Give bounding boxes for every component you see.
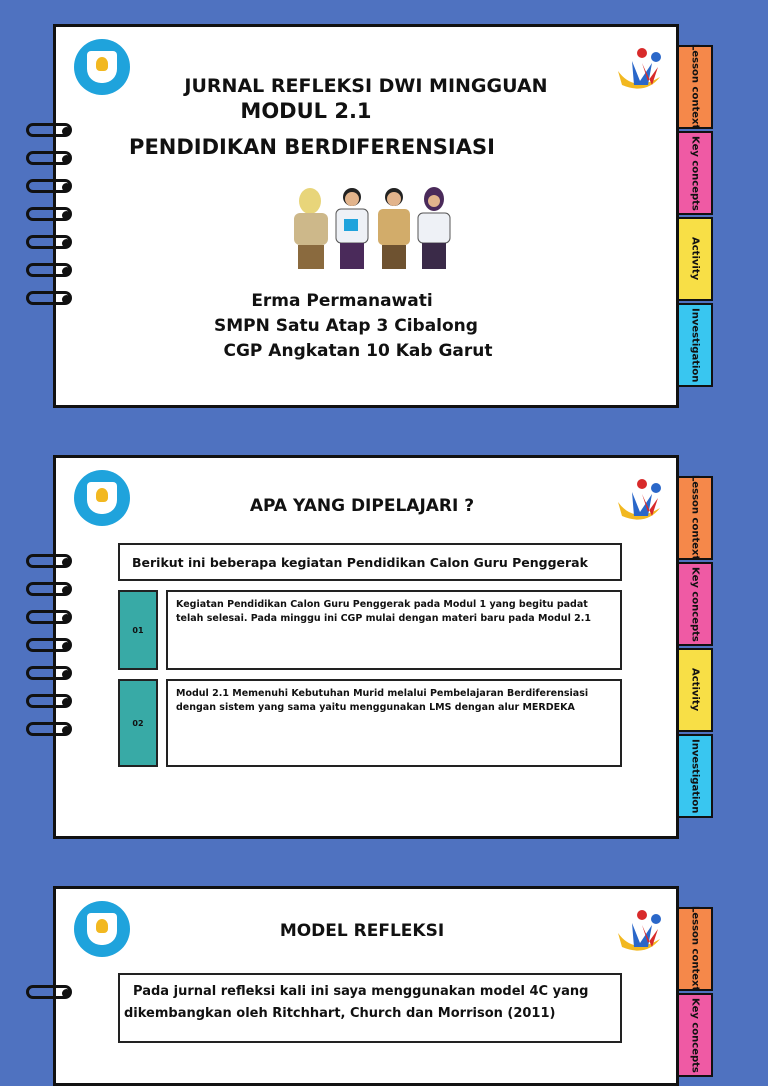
page-title-line3: PENDIDIKAN BERDIFERENSIASI [129,135,495,159]
tab-investigation[interactable]: Investigation [679,734,713,818]
item-text: Kegiatan Pendidikan Calon Guru Penggerak pada Modul 1 yang begitu padat telah selesai. Pada minggu ini CGP mulai dengan materi baru pada Modul 2.1 [176,599,591,624]
list-item [166,590,622,670]
page-title-line1: JURNAL REFLEKSI DWI MINGGUAN [184,75,548,97]
section-tabs [679,907,715,1079]
page-title-line2: MODUL 2.1 [240,99,372,123]
teachers-illustration [288,183,460,269]
item-text: Modul 2.1 Memenuhi Kebutuhan Murid melalui Pembelajaran Berdiferensiasi dengan sistem yang sama yaitu menggunakan LMS dengan alur MERDEKA [176,688,589,713]
author-name: Erma Permanawati [251,291,433,311]
tab-key-concepts[interactable]: Key concepts [679,993,713,1077]
tab-lesson-context[interactable]: Lesson context [679,476,713,560]
reflection-text-box [118,973,622,1043]
tab-investigation[interactable]: Investigation [679,303,713,387]
item-number-01: 01 [118,590,158,670]
page-title: MODEL REFLEKSI [279,921,445,941]
reflection-text-line2: dikembangkan oleh Ritchhart, Church dan Morrison (2011) [124,1006,556,1021]
list-item [166,679,622,767]
tab-activity[interactable]: Activity [679,648,713,732]
item-number-02: 02 [118,679,158,767]
intro-text: Berikut ini beberapa kegiatan Pendidikan Calon Guru Penggerak [132,555,588,570]
tab-key-concepts[interactable]: Key concepts [679,562,713,646]
section-tabs [679,45,715,389]
section-tabs [679,476,715,820]
page-title: APA YANG DIPELAJARI ? [249,496,475,516]
reflection-text-line1: Pada jurnal refleksi kali ini saya menggunakan model 4C yang [124,984,589,999]
tab-activity[interactable]: Activity [679,217,713,301]
tab-lesson-context[interactable]: Lesson context [679,45,713,129]
school-name: SMPN Satu Atap 3 Cibalong [214,316,478,336]
intro-box [118,543,622,581]
journal-page-reflection-model [53,886,701,1086]
journal-page-learning [53,455,701,839]
program-name: CGP Angkatan 10 Kab Garut [223,341,493,361]
tab-lesson-context[interactable]: Lesson context [679,907,713,991]
tab-key-concepts[interactable]: Key concepts [679,131,713,215]
journal-page-cover [53,24,701,408]
